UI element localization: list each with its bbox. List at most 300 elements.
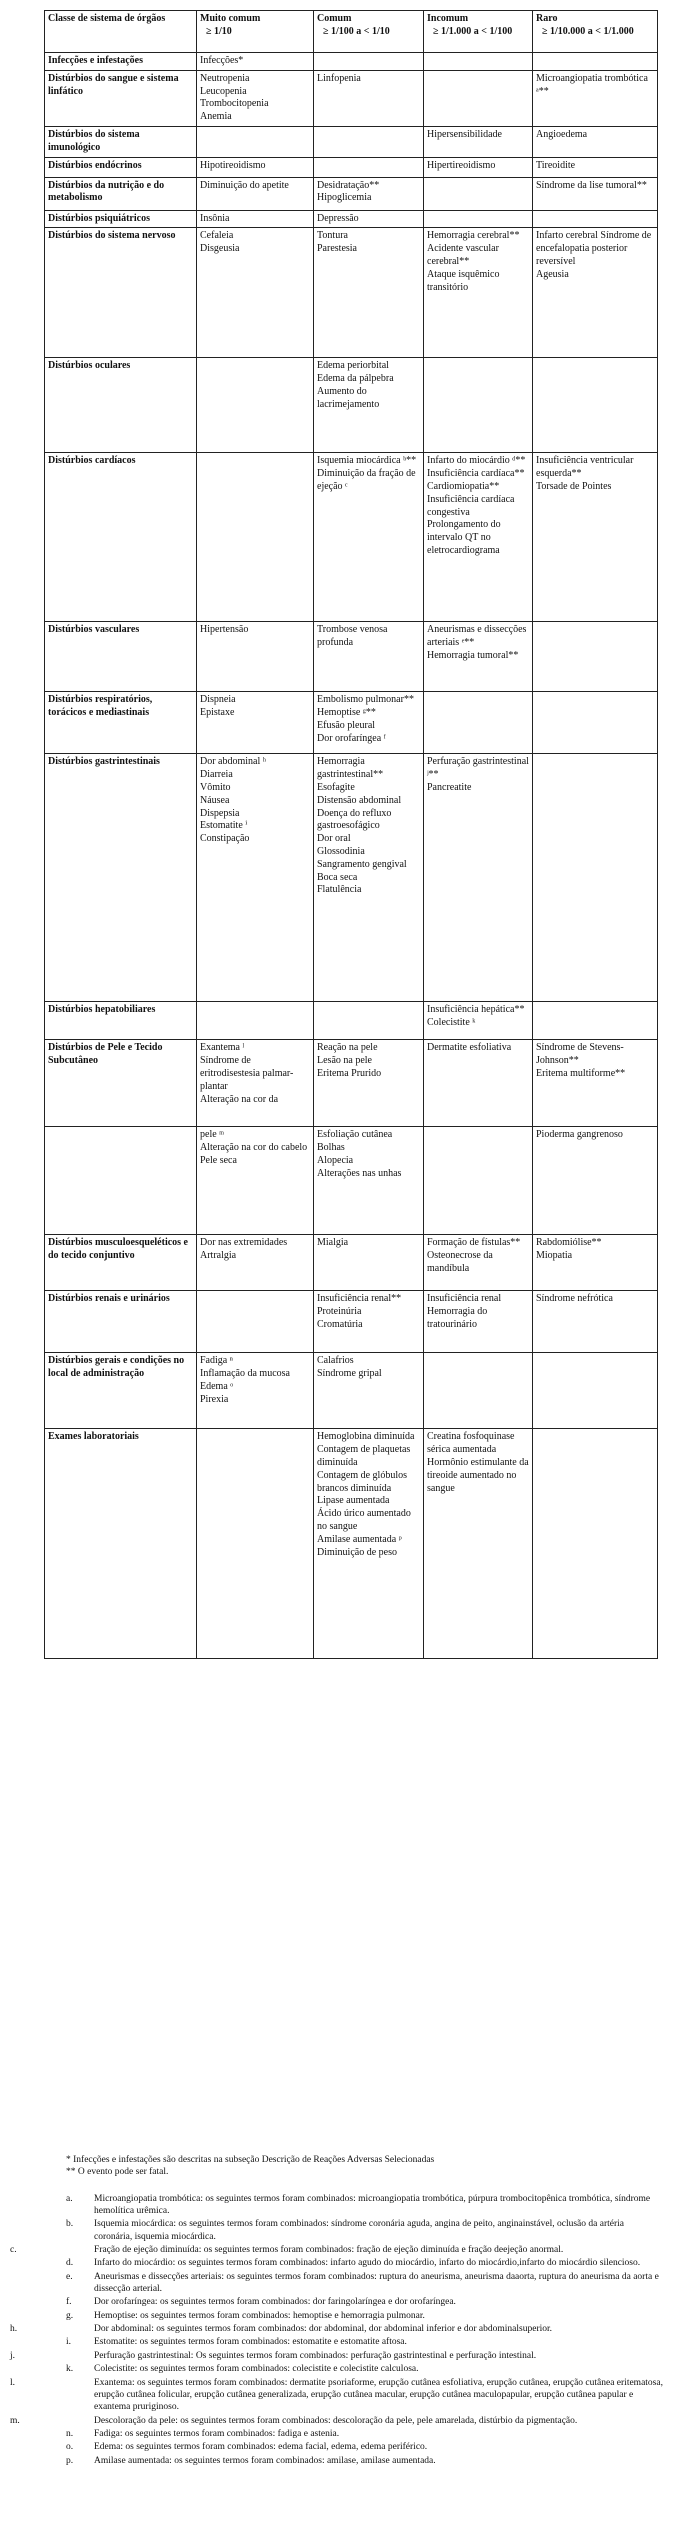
adverse-reaction: Contagem de plaquetas diminuída [317,1444,411,1468]
adverse-reaction: Insuficiência renal** [317,1293,402,1305]
frequency-cell [533,453,658,622]
frequency-cell [197,228,314,358]
adverse-reaction: Lesão na pele [317,1055,372,1067]
abbreviation-note [44,2336,664,2348]
adverse-reaction: Dor abdominal ʰ [200,756,266,768]
frequency-cell [314,1353,424,1429]
adverse-reaction: Náusea [200,794,230,806]
organ-class-cell [45,754,197,1002]
frequency-cell [533,1127,658,1235]
frequency-cell [197,1040,314,1127]
organ-class-cell [45,177,197,210]
organ-class-cell [45,157,197,177]
table-row [45,1127,658,1235]
abbreviation-note [44,2455,664,2467]
adverse-reaction: Ageusia [536,268,569,280]
organ-class-label: Distúrbios respiratórios, torácicos e mediastinais [48,694,153,719]
organ-class-label: Distúrbios do sistema imunológico [48,128,140,153]
adverse-reaction: Hemoptise ᵍ** [317,707,376,719]
note-letter: n. [66,2428,74,2439]
frequency-cell [197,126,314,157]
frequency-cell [533,1235,658,1291]
note-letter: g. [66,2310,74,2321]
footnote-infections: * Infecções e infestações são descritas na subseção Descrição de Reações Adversas Selecionadas [66,2155,435,2165]
frequency-cell [197,1353,314,1429]
frequency-cell [424,622,533,692]
frequency-cell [197,692,314,754]
adverse-reaction: Leucopenia [200,85,247,97]
header-text: Classe de sistema de órgãos [48,13,166,24]
abbreviation-note [44,2441,664,2453]
adverse-reaction: Eritema multiforme** [536,1067,626,1079]
frequency-cell [314,1127,424,1235]
header-text: Muito comum [200,13,261,24]
adverse-reaction: Eritema Prurido [317,1067,382,1079]
header-text: Incomum [427,13,469,24]
adverse-reaction: Alopecia [317,1154,354,1166]
note-text: Dor abdominal: os seguintes termos foram combinados: dor abdominal, dor abdominal inferior e dor abdominalsuperior. [94,2324,553,2335]
organ-class-label: Distúrbios oculares [48,360,131,372]
note-text: Dor orofaríngea: os seguintes termos foram combinados: dor faringolaríngea e dor orofaríngea. [94,2297,456,2308]
frequency-cell [424,453,533,622]
frequency-cell [533,1353,658,1429]
note-text: Descoloração da pele: os seguintes termos foram combinados: descoloração da pele, pele amarelada, distúrbio da pigmentação. [94,2415,578,2426]
frequency-cell [197,177,314,210]
organ-class-cell [45,1002,197,1040]
adverse-reaction: Pancreatite [427,781,472,793]
note-letter: e. [66,2271,73,2282]
table-row [45,622,658,692]
frequency-cell [533,177,658,210]
adverse-reaction: Bolhas [317,1142,345,1154]
note-text: Isquemia miocárdica: os seguintes termos foram combinados: síndrome coronária aguda, angina de peito, anginainstável, oclusão da artéria coronária, isquemia miocárdica. [94,2219,624,2242]
frequency-cell [197,358,314,453]
organ-class-cell [45,126,197,157]
adverse-reaction: Hipersensibilidade [427,128,502,140]
frequency-cell [424,358,533,453]
table-row [45,177,658,210]
adverse-reaction: Doença do refluxo gastroesofágico [317,807,392,832]
note-text: Exantema: os seguintes termos foram combinados: dermatite psoriaforme, erupção cutânea esfoliativa, erupção cutânea, erupção cutânea eritematosa, erupção cutânea folicular, erupção cutânea generalizada, erupção cutânea macular, erupção cutânea maculopapular, erupção cutânea papular e exantema pruriginoso. [94,2377,663,2413]
organ-class-cell [45,1040,197,1127]
organ-class-label: Distúrbios hepatobiliares [48,1004,156,1016]
frequency-cell [197,1002,314,1040]
table-row [45,53,658,71]
adverse-reaction: Dor nas extremidades [200,1237,288,1249]
table-row [45,1429,658,1659]
note-text: Fração de ejeção diminuída: os seguintes termos foram combinados: fração de ejeção diminuída e fração deejeção anormal. [94,2245,564,2256]
frequency-cell [424,1353,533,1429]
adverse-reaction: Microangiopatia trombótica ᵃ** [536,72,648,97]
frequency-cell [314,1002,424,1040]
frequency-cell [314,126,424,157]
frequency-cell [533,692,658,754]
adverse-reaction: Dispneia [200,694,236,706]
note-letter: k. [66,2364,74,2375]
frequency-cell [533,210,658,228]
adverse-reaction: Infecções* [200,55,244,66]
adverse-reaction: Pele seca [200,1154,237,1166]
table-row [45,210,658,228]
adverse-reaction: pele ᵐ [200,1129,225,1141]
organ-class-cell [45,1353,197,1429]
adverse-reaction: Hormônio estimulante da tireoide aumentado no sangue [427,1456,529,1494]
table-row [45,1235,658,1291]
adverse-reaction: Síndrome de eritrodisestesia palmar-plantar [200,1055,294,1092]
adverse-reaction: Alterações nas unhas [317,1167,402,1179]
abbreviation-note [44,2296,664,2308]
note-letter: d. [66,2258,74,2269]
adverse-reaction: Embolismo pulmonar** [317,694,414,706]
organ-class-label: Distúrbios vasculares [48,624,140,636]
organ-class-label: Distúrbios musculoesqueléticos e do tecido conjuntivo [48,1237,188,1262]
footnote-fatal: ** O evento pode ser fatal. [66,2167,169,2178]
note-letter: i. [66,2337,72,2348]
organ-class-label: Exames laboratoriais [48,1431,139,1443]
adverse-reaction: Perfuração gastrintestinal ʲ** [427,756,529,781]
header-text: Raro [536,13,558,24]
adverse-reaction: Desidratação** [317,179,380,191]
adverse-reaction: Fadiga ⁿ [200,1355,233,1367]
frequency-cell [314,157,424,177]
adverse-reaction: Síndrome nefrótica [536,1293,613,1305]
abbreviation-note [44,2218,664,2243]
adverse-reaction: Parestesia [317,243,357,255]
adverse-reaction: Diarreia [200,769,233,781]
adverse-reactions-table [44,10,658,1659]
table-row [45,157,658,177]
frequency-cell [533,358,658,453]
note-letter: m. [10,2415,20,2426]
adverse-reaction: Cromatúria [317,1318,363,1330]
adverse-reaction: Diminuição da fração de ejeção ᶜ [317,468,416,492]
adverse-reaction: Hemorragia do tratourinário [427,1306,488,1330]
adverse-reaction: Insuficiência renal [427,1293,502,1305]
frequency-cell [533,70,658,126]
organ-class-label: Distúrbios psiquiátricos [48,212,150,224]
frequency-cell [533,1291,658,1353]
frequency-cell [314,210,424,228]
frequency-cell [197,1429,314,1659]
adverse-reaction: Dermatite esfoliativa [427,1042,512,1054]
organ-class-label: Distúrbios do sistema nervoso [48,230,176,242]
organ-class-label: Distúrbios cardíacos [48,455,136,467]
adverse-reaction: Pirexia [200,1393,229,1405]
organ-class-label: Distúrbios gerais e condições no local de administração [48,1355,185,1380]
abbreviation-note [10,2350,664,2362]
frequency-cell [197,622,314,692]
adverse-reaction: Tontura [317,230,348,242]
note-text: Fadiga: os seguintes termos foram combinados: fadiga e astenia. [94,2428,340,2439]
frequency-cell [533,126,658,157]
organ-class-cell [45,358,197,453]
frequency-cell [533,1040,658,1127]
adverse-reaction: Dispepsia [200,807,240,819]
note-text: Colecistite: os seguintes termos foram combinados: colecistite e colecistite calculosa. [94,2364,419,2375]
adverse-reaction: Hemorragia cerebral** [427,230,520,242]
adverse-reaction: Esofagite [317,781,355,793]
adverse-reaction: Ataque isquêmico transitório [427,268,500,293]
adverse-reaction: Síndrome gripal [317,1368,382,1380]
note-text: Estomatite: os seguintes termos foram combinados: estomatite e estomatite aftosa. [94,2337,407,2348]
abbreviation-note [44,2271,664,2296]
table-row [45,453,658,622]
adverse-reaction: Vômito [200,781,231,793]
frequency-cell [314,1235,424,1291]
adverse-reaction: Estomatite ⁱ [200,820,248,832]
adverse-reaction: Infarto do miocárdio ᵈ** [427,455,526,467]
frequency-cell [314,692,424,754]
footnotes [10,2154,664,2468]
note-letter: c. [10,2245,17,2256]
header-text: ≥ 1/100 a < 1/10 [323,25,390,37]
adverse-reaction: Hipoglicemia [317,192,372,204]
adverse-reaction: Hipertireoidismo [427,159,496,171]
adverse-reaction: Constipação [200,833,250,845]
column-header [45,11,197,53]
frequency-cell [197,1127,314,1235]
organ-class-label: Distúrbios da nutrição e do metabolismo [48,179,165,204]
adverse-reaction: Pioderma gangrenoso [536,1129,623,1141]
table-row [45,1002,658,1040]
organ-class-label: Distúrbios renais e urinários [48,1293,170,1305]
adverse-reaction: Miopatia [536,1250,573,1262]
frequency-cell [533,754,658,1002]
organ-class-label: Distúrbios gastrintestinais [48,756,160,768]
column-header [533,11,658,53]
organ-class-cell [45,622,197,692]
adverse-reaction: Edema ᵒ [200,1380,234,1392]
adverse-reaction: Edema da pálpebra [317,373,394,385]
table-row [45,1291,658,1353]
adverse-reaction: Dor oral [317,833,351,845]
adverse-reaction: Síndrome da lise tumoral** [536,179,647,191]
abbreviation-note [44,2363,664,2375]
adverse-reaction: Torsade de Pointes [536,480,612,492]
frequency-cell [424,1235,533,1291]
column-header [197,11,314,53]
adverse-reaction: Alteração na cor da [200,1093,279,1105]
organ-class-cell [45,453,197,622]
abbreviation-list [10,2193,664,2467]
abbreviation-note [10,2323,664,2335]
adverse-reaction: Artralgia [200,1250,237,1262]
adverse-reaction: Síndrome de Stevens-Johnson** [536,1042,624,1067]
note-letter: p. [66,2455,74,2466]
adverse-reaction: Isquemia miocárdica ᵇ** [317,455,417,467]
adverse-reaction: Insuficiência ventricular esquerda** [536,455,634,480]
frequency-cell [424,157,533,177]
frequency-cell [314,1429,424,1659]
note-text: Edema: os seguintes termos foram combinados: edema facial, edema, edema periférico. [94,2442,428,2453]
organ-class-cell [45,228,197,358]
adverse-reaction: Prolongamento do intervalo QT no eletrocardiograma [427,519,501,556]
adverse-reaction: Exantema ˡ [200,1042,245,1054]
adverse-reaction: Epistaxe [200,707,235,719]
table-row [45,692,658,754]
adverse-reaction: Cefaleia [200,230,234,242]
organ-class-cell [45,1235,197,1291]
adverse-reaction: Inflamação da mucosa [200,1368,290,1380]
adverse-reaction: Hemoglobina diminuída [317,1431,415,1443]
abbreviation-note [10,2415,664,2427]
table-row [45,1353,658,1429]
frequency-cell [314,228,424,358]
adverse-reaction: Amilase aumentada ᵖ [317,1533,402,1545]
frequency-cell [424,210,533,228]
adverse-reaction: Esfoliação cutânea [317,1129,393,1141]
frequency-cell [424,692,533,754]
header-text: ≥ 1/10.000 a < 1/1.000 [542,25,634,37]
adverse-reaction: Depressão [317,212,359,224]
adverse-reaction: Anemia [200,111,232,123]
adverse-reaction: Boca seca [317,871,358,883]
note-letter: h. [10,2324,18,2335]
adverse-reaction: Flatulência [317,884,362,896]
adverse-reaction: Colecistite ᵏ [427,1017,476,1029]
frequency-cell [197,53,314,71]
organ-class-cell [45,692,197,754]
frequency-cell [197,754,314,1002]
note-letter: j. [10,2350,16,2361]
frequency-cell [314,70,424,126]
table-header-row [45,11,658,53]
frequency-cell [197,1235,314,1291]
frequency-cell [314,754,424,1002]
adverse-reaction: Formação de fístulas** [427,1237,521,1249]
column-header [314,11,424,53]
adverse-reaction: Cardiomiopatia** [427,480,500,492]
adverse-reaction: Diminuição de peso [317,1546,397,1558]
frequency-cell [533,228,658,358]
frequency-cell [314,622,424,692]
note-text: Hemoptise: os seguintes termos foram combinados: hemoptise e hemorragia pulmonar. [94,2310,425,2321]
frequency-cell [197,157,314,177]
adverse-reaction: Osteonecrose da mandíbula [427,1250,493,1274]
adverse-reaction: Aumento do lacrimejamento [317,385,380,410]
header-text: ≥ 1/10 [206,25,232,37]
frequency-cell [314,177,424,210]
table-row [45,358,658,453]
note-letter: b. [66,2219,74,2230]
frequency-cell [424,754,533,1002]
frequency-cell [424,70,533,126]
frequency-cell [314,453,424,622]
frequency-cell [424,1002,533,1040]
organ-class-label: Distúrbios do sangue e sistema linfático [48,72,179,97]
frequency-cell [197,70,314,126]
frequency-cell [533,1429,658,1659]
frequency-cell [533,1002,658,1040]
note-letter: a. [66,2193,73,2204]
adverse-reaction: Efusão pleural [317,719,376,731]
adverse-reaction: Calafrios [317,1355,354,1367]
note-letter: o. [66,2442,74,2453]
adverse-reaction: Creatina fosfoquinase sérica aumentada [427,1431,515,1456]
frequency-cell [424,1291,533,1353]
abbreviation-note [10,2377,664,2414]
organ-class-label: Infecções e infestações [48,55,143,66]
table-row [45,70,658,126]
adverse-reaction: Dor orofaríngea ᶠ [317,732,386,744]
adverse-reaction: Contagem de glóbulos brancos diminuída Lipase aumentada [317,1469,407,1507]
organ-class-cell [45,1291,197,1353]
organ-class-cell [45,1429,197,1659]
adverse-reaction: Distensão abdominal [317,794,402,806]
adverse-reaction: Neutropenia [200,72,250,84]
frequency-cell [314,358,424,453]
adverse-reaction: Hipertensão [200,624,249,636]
adverse-reaction: Aneurismas e dissecções arteriais ᵉ** [427,624,527,649]
adverse-reaction: Edema periorbital [317,360,389,372]
frequency-cell [197,453,314,622]
frequency-cell [424,1429,533,1659]
abbreviation-note [44,2193,664,2218]
table-row [45,1040,658,1127]
frequency-cell [533,622,658,692]
adverse-reaction: Alteração na cor do cabelo [200,1142,308,1154]
table-row [45,126,658,157]
adverse-reaction: Angioedema [536,128,588,140]
adverse-reaction: Ácido úrico aumentado no sangue [317,1508,411,1532]
frequency-cell [533,53,658,71]
frequency-cell [424,126,533,157]
adverse-reaction: Tireoidite [536,159,576,171]
organ-class-label: Distúrbios de Pele e Tecido Subcutâneo [48,1042,163,1067]
abbreviation-note [44,2257,664,2269]
abbreviation-note [44,2310,664,2322]
adverse-reaction: Insuficiência hepática** [427,1004,525,1016]
adverse-reaction: Infarto cerebral Síndrome de encefalopatia posterior reversível [536,230,652,267]
header-text: Comum [317,13,352,24]
note-text: Perfuração gastrintestinal: Os seguintes termos foram combinados: perfuração gastrintestinal e perfuração intestinal. [94,2350,537,2361]
frequency-cell [533,157,658,177]
frequency-cell [424,177,533,210]
abbreviation-note [44,2428,664,2440]
adverse-reaction: Insônia [200,212,230,224]
organ-class-cell [45,210,197,228]
adverse-reaction: Linfopenia [317,72,361,84]
frequency-cell [314,1291,424,1353]
adverse-reaction: Disgeusia [200,243,240,255]
organ-class-cell [45,70,197,126]
note-text: Amilase aumentada: os seguintes termos foram combinados: amilase, amilase aumentada. [94,2455,436,2466]
frequency-cell [314,1040,424,1127]
frequency-cell [424,228,533,358]
note-text: Infarto do miocárdio: os seguintes termos foram combinados: infarto agudo do miocárdio, infarto do miocárdio,infarto do miocárdio silencioso. [94,2258,641,2269]
adverse-reaction: Glossodinia [317,845,365,857]
frequency-cell [424,53,533,71]
note-letter: f. [66,2297,72,2308]
adverse-reaction: Hemorragia tumoral** [427,649,519,661]
adverse-reaction: Rabdomiólise** [536,1237,602,1249]
organ-class-cell [45,1127,197,1235]
adverse-reaction: Acidente vascular cerebral** [427,243,499,267]
adverse-reaction: Trombocitopenia [200,98,269,110]
header-text: ≥ 1/1.000 a < 1/100 [433,25,513,37]
adverse-reaction: Reação na pele [317,1042,378,1054]
adverse-reaction: Hemorragia gastrintestinal** [317,756,384,781]
column-header [424,11,533,53]
adverse-reaction: Hipotireoidismo [200,159,266,171]
organ-class-label: Distúrbios endócrinos [48,159,142,171]
frequency-cell [197,210,314,228]
note-text: Aneurismas e dissecções arteriais: os seguintes termos foram combinados: ruptura do aneurisma, aneurisma daaorta, ruptura do aneurisma da aorta e dissecção arterial. [94,2271,659,2295]
adverse-reaction: Proteinúria [317,1306,362,1318]
adverse-reaction: Insuficiência cardíaca** [427,468,525,480]
organ-class-cell [45,53,197,71]
table-row [45,754,658,1002]
